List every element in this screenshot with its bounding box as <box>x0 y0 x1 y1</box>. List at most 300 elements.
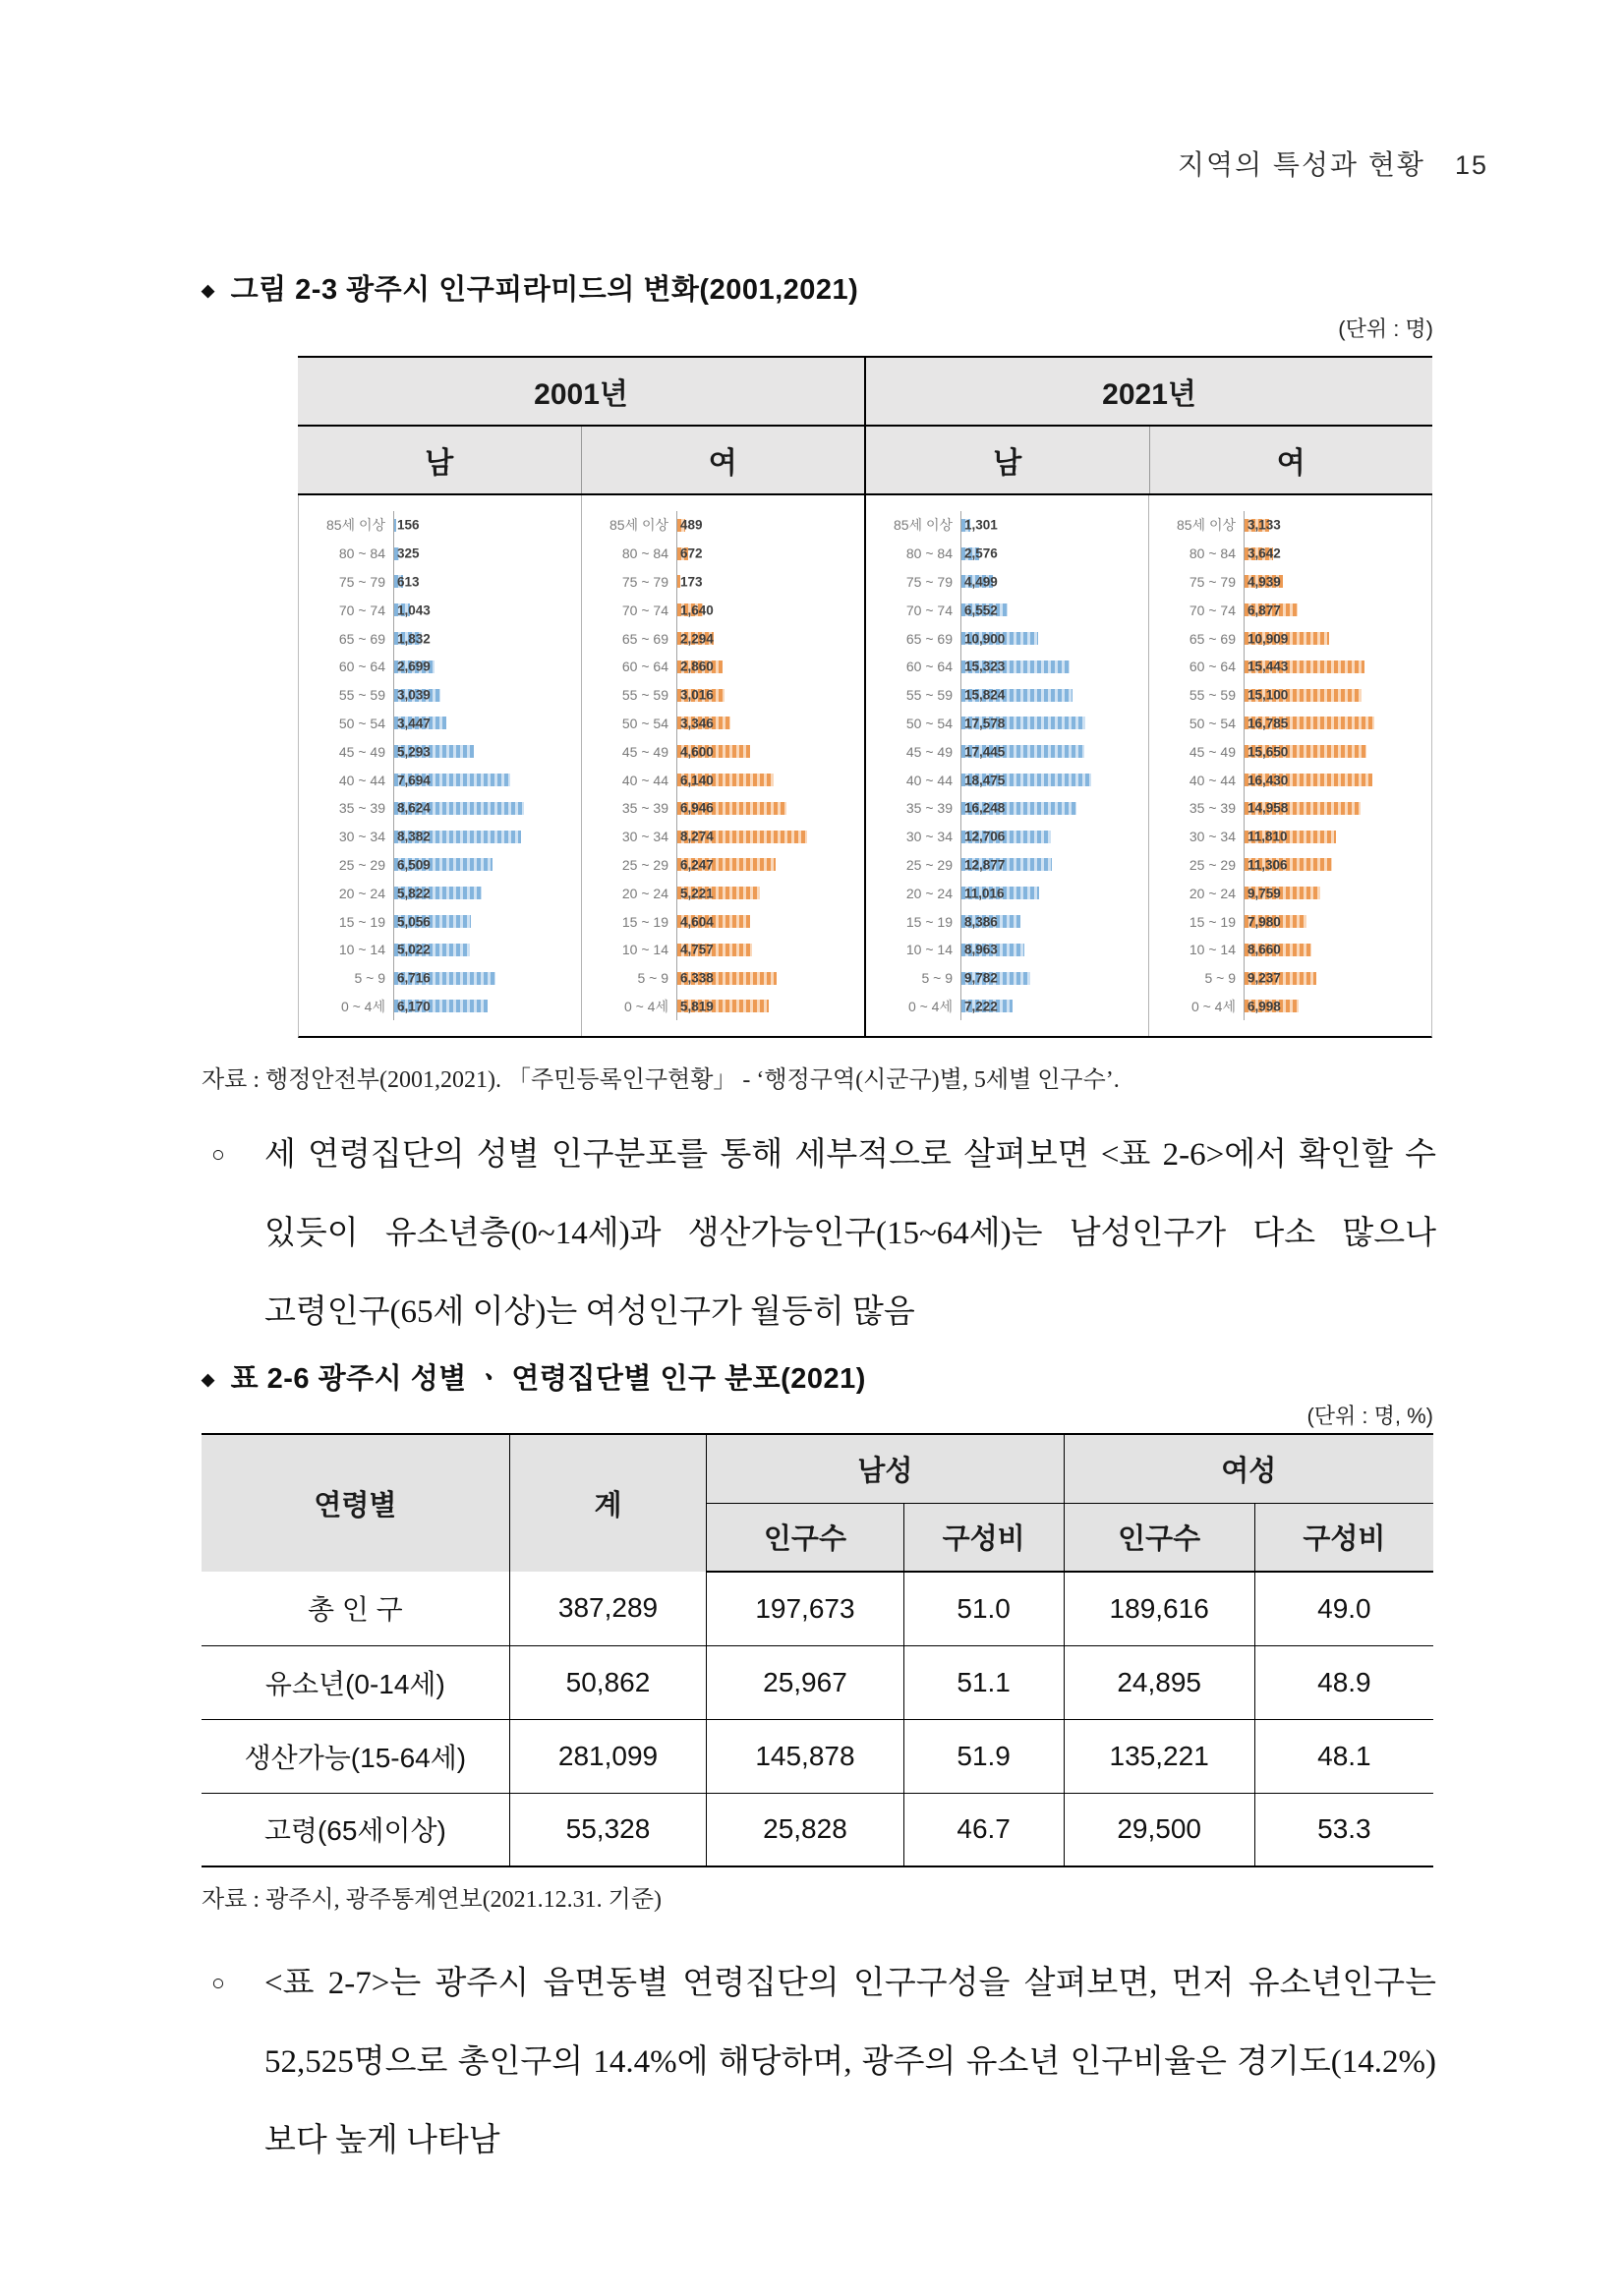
table-caption <box>202 1356 866 1397</box>
bar-zone <box>960 964 1142 993</box>
bar-value-label: 16,785 <box>1247 716 1289 731</box>
bar-zone <box>676 710 858 738</box>
bar-zone <box>1244 936 1425 964</box>
diamond-bullet-icon: ◆ <box>202 1370 215 1389</box>
age-group-label: 40 ~ 44 <box>338 772 385 788</box>
bar-value-label: 8,660 <box>1247 942 1281 957</box>
pyramid-row <box>307 823 575 851</box>
bar-value-label: 6,552 <box>964 603 998 618</box>
bar-value-label: 12,706 <box>964 829 1006 844</box>
pyramid-row <box>874 540 1142 568</box>
age-group-label: 45 ~ 49 <box>1189 743 1236 760</box>
bar-value-label: 1,640 <box>680 603 714 618</box>
pyramid-row <box>307 936 575 964</box>
age-group-label: 25 ~ 29 <box>1189 856 1236 873</box>
pyramid-row <box>590 794 858 823</box>
figure-unit-label: (단위 : 명) <box>1338 316 1433 341</box>
bar-zone <box>393 653 575 681</box>
pyramid-row <box>307 653 575 681</box>
pyramid-row <box>590 766 858 794</box>
pyramid-row <box>307 737 575 766</box>
bar-zone <box>960 511 1142 540</box>
pyramid-row <box>874 936 1142 964</box>
bar-value-label: 6,877 <box>1247 603 1281 618</box>
bar-zone <box>393 851 575 880</box>
col-header-total: 계 <box>509 1434 706 1572</box>
gender-header-row <box>298 427 1432 495</box>
pyramid-row <box>874 737 1142 766</box>
bar-zone <box>960 653 1142 681</box>
bar-zone <box>1244 737 1425 766</box>
value-cell: 55,328 <box>509 1793 706 1866</box>
pyramid-row <box>307 540 575 568</box>
col-header-male-pop: 인구수 <box>707 1503 903 1572</box>
pyramid-row <box>307 794 575 823</box>
bar-zone <box>393 511 575 540</box>
pyramid-row <box>1157 511 1425 540</box>
bar-zone <box>393 936 575 964</box>
pyramid-row <box>307 511 575 540</box>
pyramid-row <box>1157 653 1425 681</box>
bar-zone <box>1244 624 1425 653</box>
age-group-label: 55 ~ 59 <box>338 687 385 704</box>
pyramid-row <box>1157 681 1425 710</box>
bar-zone <box>1244 568 1425 597</box>
bar-value-label: 12,877 <box>964 857 1006 873</box>
bar-value-label: 8,963 <box>964 942 998 957</box>
pyramid-row <box>590 879 858 907</box>
bar-zone <box>960 766 1142 794</box>
age-group-label: 70 ~ 74 <box>905 602 953 618</box>
age-group-label: 85세 이상 <box>1176 517 1236 534</box>
pyramid-row <box>307 851 575 880</box>
bar-value-label: 17,445 <box>964 744 1006 760</box>
col-header-male-ratio: 구성비 <box>903 1503 1064 1572</box>
row-label-cell: 고령(65세이상) <box>202 1793 509 1866</box>
pyramid-row <box>874 794 1142 823</box>
bar-value-label: 5,822 <box>397 886 431 901</box>
pyramid-row <box>307 624 575 653</box>
bar-zone <box>393 710 575 738</box>
age-group-label: 60 ~ 64 <box>905 659 953 675</box>
pyramid-row <box>874 568 1142 597</box>
bar-zone <box>393 568 575 597</box>
pyramid-row <box>874 766 1142 794</box>
bar-zone <box>1244 766 1425 794</box>
bar-value-label: 15,100 <box>1247 687 1289 703</box>
value-cell: 51.1 <box>903 1645 1064 1719</box>
pyramid-row <box>590 511 858 540</box>
bar-zone <box>1244 710 1425 738</box>
value-cell: 53.3 <box>1254 1793 1433 1866</box>
bar-zone <box>1244 596 1425 624</box>
bar-zone <box>393 766 575 794</box>
value-cell: 49.0 <box>1254 1572 1433 1645</box>
pyramid-panel-2001-female <box>581 495 864 1036</box>
pyramid-row <box>307 993 575 1021</box>
bar-value-label: 8,386 <box>964 914 998 930</box>
bar-value-label: 17,578 <box>964 716 1006 731</box>
bar-value-label: 6,247 <box>680 857 714 873</box>
table-row <box>202 1793 1433 1866</box>
gender-header-2021-female: 여 <box>1149 427 1433 493</box>
paragraph-2 <box>209 1944 1436 2180</box>
bar-value-label: 1,301 <box>964 517 998 533</box>
bar-value-label: 4,499 <box>964 574 998 590</box>
pyramid-row <box>874 907 1142 936</box>
col-header-female-ratio: 구성비 <box>1254 1503 1433 1572</box>
age-group-label: 85세 이상 <box>325 517 385 534</box>
pyramid-row <box>307 681 575 710</box>
age-group-label: 55 ~ 59 <box>1189 687 1236 704</box>
age-group-label: 75 ~ 79 <box>1189 573 1236 590</box>
bar-zone <box>960 823 1142 851</box>
bar-value-label: 325 <box>397 545 420 561</box>
bar-zone <box>393 540 575 568</box>
row-label-cell: 생산가능(15-64세) <box>202 1719 509 1793</box>
pyramid-row <box>1157 568 1425 597</box>
bar-value-label: 2,294 <box>680 631 714 647</box>
circle-bullet-icon: ○ <box>211 1971 225 1995</box>
pyramid-row <box>874 624 1142 653</box>
value-cell: 46.7 <box>903 1793 1064 1866</box>
bar-zone <box>393 596 575 624</box>
gender-header-2001-male: 남 <box>425 447 454 480</box>
pyramid-row <box>874 653 1142 681</box>
pyramid-panel-2021-female <box>1148 495 1431 1036</box>
age-group-label: 80 ~ 84 <box>338 545 385 562</box>
age-group-label: 65 ~ 69 <box>1189 630 1236 647</box>
pyramid-row <box>590 710 858 738</box>
pyramid-row <box>1157 737 1425 766</box>
bar-value-label: 11,810 <box>1247 829 1288 844</box>
row-label-cell: 총 인 구 <box>202 1572 509 1645</box>
pyramid-row <box>307 964 575 993</box>
age-group-label: 65 ~ 69 <box>905 630 953 647</box>
age-group-label: 70 ~ 74 <box>621 602 668 618</box>
pyramid-panel-2021-male <box>864 495 1148 1036</box>
pyramid-row <box>1157 624 1425 653</box>
table-title: 표 2-6 광주시 성별 ㆍ 연령집단별 인구 분포(2021) <box>230 1363 866 1395</box>
age-group-label: 15 ~ 19 <box>338 913 385 930</box>
age-group-label: 5 ~ 9 <box>354 970 385 987</box>
bar-value-label: 8,624 <box>397 800 431 816</box>
age-group-label: 45 ~ 49 <box>338 743 385 760</box>
age-group-label: 65 ~ 69 <box>621 630 668 647</box>
bar-value-label: 18,475 <box>964 773 1006 788</box>
age-group-label: 15 ~ 19 <box>905 913 953 930</box>
bar-zone <box>1244 964 1425 993</box>
bar-value-label: 672 <box>680 545 703 561</box>
col-header-male: 남성 <box>707 1434 1064 1503</box>
diamond-bullet-icon: ◆ <box>202 281 215 300</box>
pyramid-row <box>307 568 575 597</box>
age-group-label: 85세 이상 <box>609 517 668 534</box>
page-header <box>1178 144 1488 183</box>
bar-value-label: 8,274 <box>680 829 714 844</box>
population-distribution-table <box>202 1433 1433 1867</box>
pyramid-row <box>1157 993 1425 1021</box>
pyramid-row <box>874 879 1142 907</box>
bar-value-label: 4,600 <box>680 744 714 760</box>
running-head: 지역의 특성과 현황 <box>1178 149 1425 180</box>
pyramid-row <box>307 766 575 794</box>
value-cell: 135,221 <box>1064 1719 1254 1793</box>
bar-zone <box>676 879 858 907</box>
year-header-2001: 2001년 <box>534 378 628 411</box>
bar-zone <box>676 823 858 851</box>
bar-value-label: 5,293 <box>397 744 431 760</box>
age-group-label: 40 ~ 44 <box>1189 772 1236 788</box>
bar-value-label: 15,824 <box>964 687 1006 703</box>
bar-value-label: 10,909 <box>1247 631 1289 647</box>
pyramid-row <box>307 710 575 738</box>
bar-zone <box>1244 540 1425 568</box>
bar-value-label: 4,939 <box>1247 574 1281 590</box>
bar-value-label: 6,946 <box>680 800 714 816</box>
age-group-label: 10 ~ 14 <box>621 942 668 958</box>
bar-value-label: 4,757 <box>680 942 714 957</box>
bar-zone <box>960 568 1142 597</box>
bar-value-label: 16,430 <box>1247 773 1289 788</box>
bar-zone <box>393 879 575 907</box>
pyramid-row <box>1157 907 1425 936</box>
bar-value-label: 5,819 <box>680 999 714 1014</box>
bar-zone <box>960 540 1142 568</box>
age-group-label: 30 ~ 34 <box>905 829 953 845</box>
age-group-label: 40 ~ 44 <box>621 772 668 788</box>
table-row <box>202 1572 1433 1645</box>
population-pyramid-figure <box>298 356 1432 1038</box>
age-group-label: 35 ~ 39 <box>338 800 385 817</box>
pyramid-row <box>1157 596 1425 624</box>
pyramid-row <box>590 653 858 681</box>
col-header-female-pop: 인구수 <box>1064 1503 1254 1572</box>
value-cell: 25,828 <box>707 1793 903 1866</box>
value-cell: 387,289 <box>509 1572 706 1645</box>
age-group-label: 85세 이상 <box>893 517 953 534</box>
bar-value-label: 173 <box>680 574 703 590</box>
pyramid-row <box>874 681 1142 710</box>
age-group-label: 10 ~ 14 <box>1189 942 1236 958</box>
bar-value-label: 9,759 <box>1247 886 1281 901</box>
bar-zone <box>676 794 858 823</box>
bar-zone <box>676 681 858 710</box>
age-group-label: 30 ~ 34 <box>338 829 385 845</box>
bar-value-label: 156 <box>397 517 420 533</box>
bar-zone <box>1244 851 1425 880</box>
bar-value-label: 15,650 <box>1247 744 1289 760</box>
bar-value-label: 489 <box>680 517 703 533</box>
bar-value-label: 3,642 <box>1247 545 1281 561</box>
age-group-label: 0 ~ 4세 <box>623 998 668 1014</box>
bar-zone <box>393 681 575 710</box>
circle-bullet-icon: ○ <box>211 1142 225 1167</box>
age-group-label: 25 ~ 29 <box>905 856 953 873</box>
age-group-label: 20 ~ 24 <box>621 885 668 901</box>
pyramid-row <box>590 823 858 851</box>
bar-value-label: 9,782 <box>964 970 998 986</box>
age-group-label: 55 ~ 59 <box>621 687 668 704</box>
bar-zone <box>676 737 858 766</box>
age-group-label: 35 ~ 39 <box>905 800 953 817</box>
bar-zone <box>1244 993 1425 1021</box>
bar-value-label: 6,338 <box>680 970 714 986</box>
bar-zone <box>393 794 575 823</box>
bar-value-label: 8,382 <box>397 829 431 844</box>
bar-value-label: 10,900 <box>964 631 1006 647</box>
table-row <box>202 1645 1433 1719</box>
age-group-label: 10 ~ 14 <box>905 942 953 958</box>
age-group-label: 15 ~ 19 <box>1189 913 1236 930</box>
bar-zone <box>960 794 1142 823</box>
paragraph-2-text: <표 2-7>는 광주시 읍면동별 연령집단의 인구구성을 살펴보면, 먼저 유소년인구는 52,525명으로 총인구의 14.4%에 해당하며, 광주의 유소년 인구비율은 경기도(14.2%) 보다 높게 나타남 <box>264 1966 1436 2158</box>
value-cell: 145,878 <box>707 1719 903 1793</box>
bar-zone <box>1244 879 1425 907</box>
bar-zone <box>676 907 858 936</box>
pyramid-row <box>307 879 575 907</box>
table-source: 자료 : 광주시, 광주통계연보(2021.12.31. 기준) <box>202 1887 663 1913</box>
bar-zone <box>1244 907 1425 936</box>
bar-value-label: 2,860 <box>680 659 714 674</box>
bar-value-label: 6,716 <box>397 970 431 986</box>
age-group-label: 60 ~ 64 <box>338 659 385 675</box>
age-group-label: 70 ~ 74 <box>1189 602 1236 618</box>
age-group-label: 50 ~ 54 <box>905 715 953 731</box>
bar-zone <box>676 851 858 880</box>
bar-value-label: 16,248 <box>964 800 1006 816</box>
bar-zone <box>960 681 1142 710</box>
gender-header-2021-male: 남 <box>864 427 1149 493</box>
age-group-label: 35 ~ 39 <box>1189 800 1236 817</box>
figure-caption <box>202 267 858 308</box>
value-cell: 24,895 <box>1064 1645 1254 1719</box>
age-group-label: 55 ~ 59 <box>905 687 953 704</box>
age-group-label: 10 ~ 14 <box>338 942 385 958</box>
age-group-label: 20 ~ 24 <box>338 885 385 901</box>
pyramid-row <box>874 596 1142 624</box>
bar-zone <box>1244 511 1425 540</box>
year-header-2021: 2021년 <box>864 358 1432 425</box>
value-cell: 50,862 <box>509 1645 706 1719</box>
table-unit-label: (단위 : 명, %) <box>1306 1404 1433 1428</box>
age-group-label: 15 ~ 19 <box>621 913 668 930</box>
pyramid-row <box>1157 540 1425 568</box>
pyramid-row <box>590 964 858 993</box>
age-group-label: 30 ~ 34 <box>1189 829 1236 845</box>
paragraph-1-text: 세 연령집단의 성별 인구분포를 통해 세부적으로 살펴보면 <표 2-6>에서 확인할 수 있듯이 유소년층(0~14세)과 생산가능인구(15~64세)는 남성인구가 다소 많으나 고령인구(65세 이상)는 여성인구가 월등히 많음 <box>264 1137 1436 1330</box>
pyramid-row <box>1157 851 1425 880</box>
year-header-row <box>298 356 1432 427</box>
pyramid-row <box>1157 710 1425 738</box>
col-header-age: 연령별 <box>202 1434 509 1572</box>
value-cell: 29,500 <box>1064 1793 1254 1866</box>
pyramid-charts-area <box>298 495 1432 1038</box>
pyramid-row <box>874 823 1142 851</box>
age-group-label: 75 ~ 79 <box>621 573 668 590</box>
value-cell: 25,967 <box>707 1645 903 1719</box>
pyramid-row <box>590 993 858 1021</box>
age-group-label: 5 ~ 9 <box>637 970 668 987</box>
bar-zone <box>1244 653 1425 681</box>
bar-value-label: 3,447 <box>397 716 431 731</box>
age-group-label: 50 ~ 54 <box>1189 715 1236 731</box>
bar-value-label: 3,016 <box>680 687 714 703</box>
pyramid-row <box>874 993 1142 1021</box>
bar-zone <box>393 964 575 993</box>
bar-value-label: 3,133 <box>1247 517 1281 533</box>
bar-value-label: 7,222 <box>964 999 998 1014</box>
bar-zone <box>676 568 858 597</box>
pyramid-row <box>874 511 1142 540</box>
age-group-label: 20 ~ 24 <box>905 885 953 901</box>
row-label-cell: 유소년(0-14세) <box>202 1645 509 1719</box>
age-group-label: 25 ~ 29 <box>338 856 385 873</box>
age-group-label: 30 ~ 34 <box>621 829 668 845</box>
bar-zone <box>676 540 858 568</box>
bar-zone <box>960 907 1142 936</box>
bar-zone <box>960 851 1142 880</box>
bar-value-label: 7,980 <box>1247 914 1281 930</box>
bar-value-label: 2,699 <box>397 659 431 674</box>
value-cell: 51.9 <box>903 1719 1064 1793</box>
bar-value-label: 4,604 <box>680 914 714 930</box>
pyramid-row <box>590 907 858 936</box>
bar-zone <box>393 737 575 766</box>
age-group-label: 45 ~ 49 <box>905 743 953 760</box>
age-group-label: 45 ~ 49 <box>621 743 668 760</box>
bar-value-label: 6,509 <box>397 857 431 873</box>
bar-value-label: 3,039 <box>397 687 431 703</box>
pyramid-row <box>1157 766 1425 794</box>
bar-zone <box>393 907 575 936</box>
table-row <box>202 1719 1433 1793</box>
bar-zone <box>676 624 858 653</box>
value-cell: 281,099 <box>509 1719 706 1793</box>
bar-zone <box>960 710 1142 738</box>
age-group-label: 5 ~ 9 <box>921 970 953 987</box>
age-group-label: 75 ~ 79 <box>338 573 385 590</box>
bar-value-label: 5,221 <box>680 886 714 901</box>
age-group-label: 80 ~ 84 <box>621 545 668 562</box>
age-group-label: 65 ~ 69 <box>338 630 385 647</box>
age-group-label: 50 ~ 54 <box>338 715 385 731</box>
value-cell: 189,616 <box>1064 1572 1254 1645</box>
pyramid-row <box>1157 823 1425 851</box>
bar-value-label: 6,170 <box>397 999 431 1014</box>
pyramid-row <box>590 540 858 568</box>
pyramid-row <box>590 568 858 597</box>
bar-zone <box>960 596 1142 624</box>
bar-zone <box>676 596 858 624</box>
age-group-label: 25 ~ 29 <box>621 856 668 873</box>
bar-value-label: 2,576 <box>964 545 998 561</box>
value-cell: 197,673 <box>707 1572 903 1645</box>
pyramid-row <box>1157 964 1425 993</box>
age-group-label: 0 ~ 4세 <box>340 998 385 1014</box>
age-group-label: 5 ~ 9 <box>1204 970 1236 987</box>
bar-zone <box>960 879 1142 907</box>
bar-zone <box>960 624 1142 653</box>
age-group-label: 60 ~ 64 <box>1189 659 1236 675</box>
pyramid-row <box>1157 794 1425 823</box>
bar-zone <box>960 737 1142 766</box>
bar-zone <box>676 511 858 540</box>
figure-source: 자료 : 행정안전부(2001,2021). 「주민등록인구현황」 - ‘행정구역(시군구)별, 5세별 인구수’. <box>202 1067 1120 1093</box>
page-number: 15 <box>1454 150 1488 180</box>
bar-zone <box>676 964 858 993</box>
pyramid-row <box>590 936 858 964</box>
